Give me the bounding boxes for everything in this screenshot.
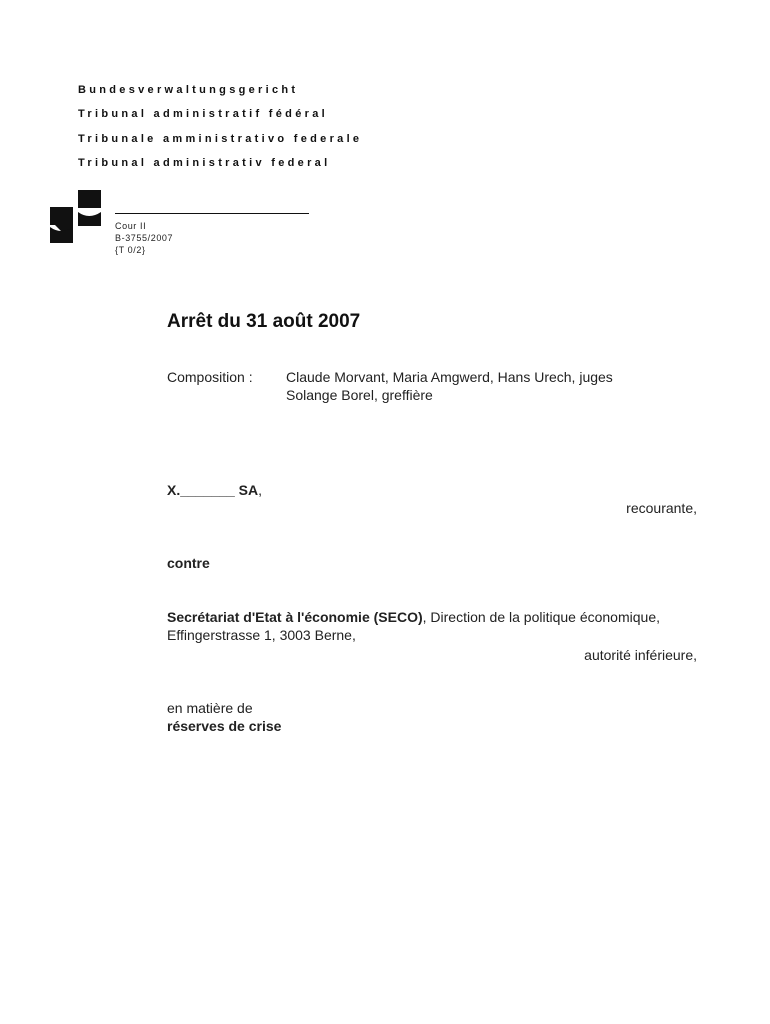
cour-label: Cour II bbox=[115, 221, 147, 231]
authority-name: Secrétariat d'Etat à l'économie (SECO) bbox=[167, 609, 423, 625]
appellant-role: recourante, bbox=[626, 500, 697, 516]
composition-label: Composition : bbox=[167, 369, 253, 385]
court-name-german: Bundesverwaltungsgericht bbox=[78, 84, 299, 96]
appellant-name-suffix: , bbox=[258, 482, 262, 498]
versus-label: contre bbox=[167, 555, 210, 571]
court-name-romansh: Tribunal administrativ federal bbox=[78, 157, 331, 169]
party-authority bbox=[167, 609, 660, 625]
composition-clerk: Solange Borel, greffière bbox=[286, 387, 433, 403]
court-logo-icon bbox=[50, 190, 102, 244]
reference-code: {T 0/2} bbox=[115, 245, 146, 255]
subject-intro: en matière de bbox=[167, 700, 253, 716]
composition-judges: Claude Morvant, Maria Amgwerd, Hans Urech, juges bbox=[286, 369, 613, 385]
party-appellant bbox=[167, 482, 262, 498]
court-name-italian: Tribunale amministrativo federale bbox=[78, 133, 363, 145]
authority-role: autorité inférieure, bbox=[584, 647, 697, 663]
header-divider bbox=[115, 213, 309, 214]
page-title: Arrêt du 31 août 2007 bbox=[167, 311, 361, 332]
appellant-name: X._______ SA bbox=[167, 482, 259, 498]
authority-detail: , Direction de la politique économique, bbox=[422, 609, 660, 625]
case-number: B-3755/2007 bbox=[115, 233, 174, 243]
authority-address: Effingerstrasse 1, 3003 Berne, bbox=[167, 627, 356, 643]
court-name-french: Tribunal administratif fédéral bbox=[78, 108, 328, 120]
subject-topic: réserves de crise bbox=[167, 718, 282, 734]
